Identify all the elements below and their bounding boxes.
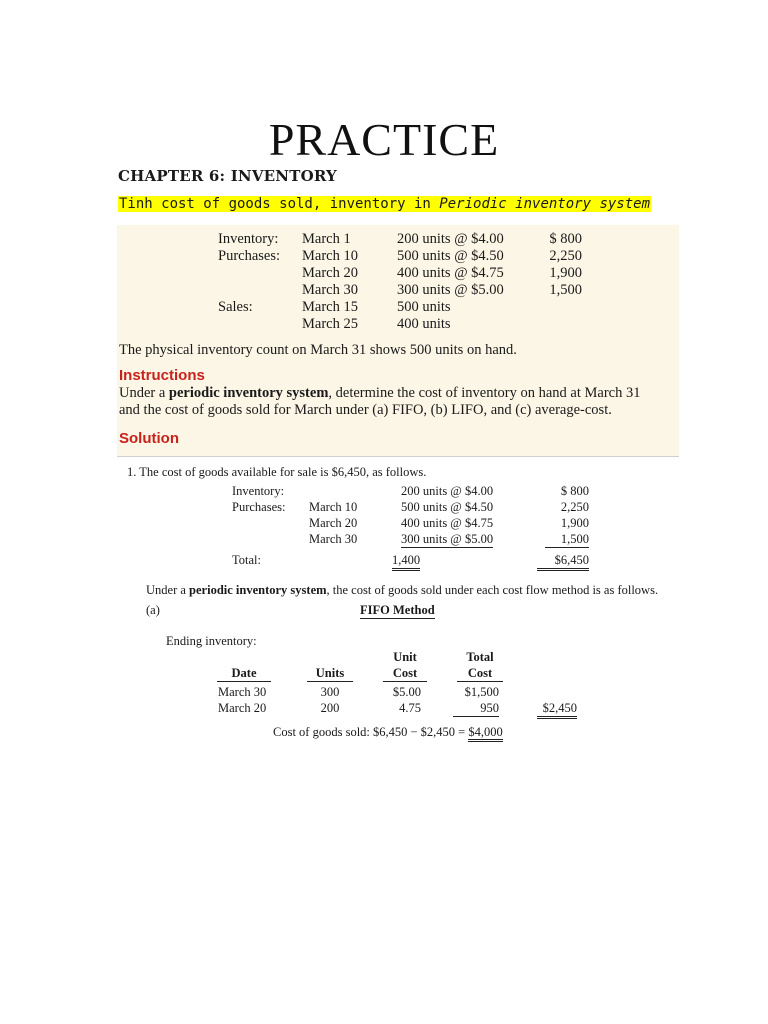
ending-inventory-total: $2,450 [537, 701, 577, 719]
task-italic: Periodic inventory system [439, 196, 651, 212]
instructions-line-2: and the cost of goods sold for March under (a) FIFO, (b) LIFO, and (c) average-cost. [119, 402, 612, 418]
total-amount: $6,450 [537, 553, 589, 571]
fifo-row-date: March 30 [218, 685, 267, 699]
solution-line-1: 1. The cost of goods available for sale is $6,450, as follows. [127, 465, 427, 479]
part-a-label: (a) [146, 603, 160, 617]
desc-cell: 500 units @ $4.50 [397, 248, 504, 264]
amount-cell: 1,900 [549, 265, 582, 281]
label-purchases: Purchases: [232, 500, 286, 514]
col-unit-cost: Cost [383, 666, 427, 682]
date-cell: March 10 [309, 500, 358, 514]
col-total-cost: Cost [457, 666, 503, 682]
page-title: PRACTICE [268, 114, 500, 165]
amount-cell: 2,250 [549, 248, 582, 264]
desc-cell: 200 units @ $4.00 [401, 484, 494, 498]
label-inventory: Inventory: [218, 231, 279, 247]
label-purchases: Purchases: [218, 248, 281, 264]
date-cell: March 15 [302, 299, 358, 315]
desc-cell: 300 units @ $5.00 [397, 282, 504, 298]
desc-cell: 400 units @ $4.75 [397, 265, 504, 281]
col-unit-cost-top: Unit [393, 650, 417, 664]
desc-cell: 400 units @ $4.75 [401, 516, 494, 530]
periodic-sentence: Under a periodic inventory system, the cost of goods sold under each cost flow method is as follows. [146, 583, 659, 597]
task-highlight [118, 196, 651, 212]
col-units: Units [307, 666, 353, 682]
date-cell: March 1 [302, 231, 351, 247]
ending-inventory-label: Ending inventory: [166, 634, 257, 648]
amount-cell: $ 800 [549, 231, 582, 247]
total-label: Total: [232, 553, 261, 567]
problem-panel [117, 225, 679, 456]
desc-cell: 400 units [397, 316, 451, 332]
solution-heading: Solution [119, 430, 179, 447]
label-inventory: Inventory: [232, 484, 285, 498]
total-units: 1,400 [392, 553, 420, 571]
fifo-row-date: March 20 [218, 701, 267, 715]
date-cell: March 20 [309, 516, 358, 530]
fifo-row-unit-cost: $5.00 [392, 685, 421, 699]
fifo-row-unit-cost: 4.75 [399, 701, 421, 715]
fifo-row-total-cost: 950 [453, 701, 499, 717]
cogs-line: Cost of goods sold: $6,450 − $2,450 = $4,000 [273, 725, 503, 740]
amount-cell: 1,500 [549, 282, 582, 298]
date-cell: March 25 [302, 316, 358, 332]
col-date: Date [217, 666, 271, 682]
amount-cell: 2,250 [560, 500, 589, 514]
solution-panel [117, 456, 679, 757]
date-cell: March 30 [302, 282, 358, 298]
fifo-heading: FIFO Method [360, 603, 435, 617]
amount-cell: 1,900 [560, 516, 589, 530]
count-note: The physical inventory count on March 31 shows 500 units on hand. [119, 342, 517, 358]
amount-cell: $ 800 [560, 484, 589, 498]
label-sales: Sales: [218, 299, 253, 315]
desc-cell: 500 units @ $4.50 [401, 500, 494, 514]
desc-cell: 300 units @ $5.00 [401, 532, 494, 546]
fifo-row-units: 200 [320, 701, 340, 715]
desc-cell: 200 units @ $4.00 [397, 231, 504, 247]
date-cell: March 10 [302, 248, 358, 264]
date-cell: March 20 [302, 265, 358, 281]
instructions-heading: Instructions [119, 367, 205, 384]
cogs-result: $4,000 [468, 725, 502, 742]
col-total-cost-top: Total [466, 650, 494, 664]
task-text: Tinh cost of goods sold, inventory in [119, 196, 440, 212]
fifo-row-total-cost: $1,500 [464, 685, 499, 699]
chapter-heading: CHAPTER 6: INVENTORY [118, 167, 337, 185]
instructions-line-1: Under a periodic inventory system, determine the cost of inventory on hand at March 31 [119, 385, 641, 401]
fifo-row-units: 300 [320, 685, 340, 699]
desc-cell: 500 units [397, 299, 451, 315]
date-cell: March 30 [309, 532, 358, 546]
amount-cell: 1,500 [545, 532, 589, 548]
